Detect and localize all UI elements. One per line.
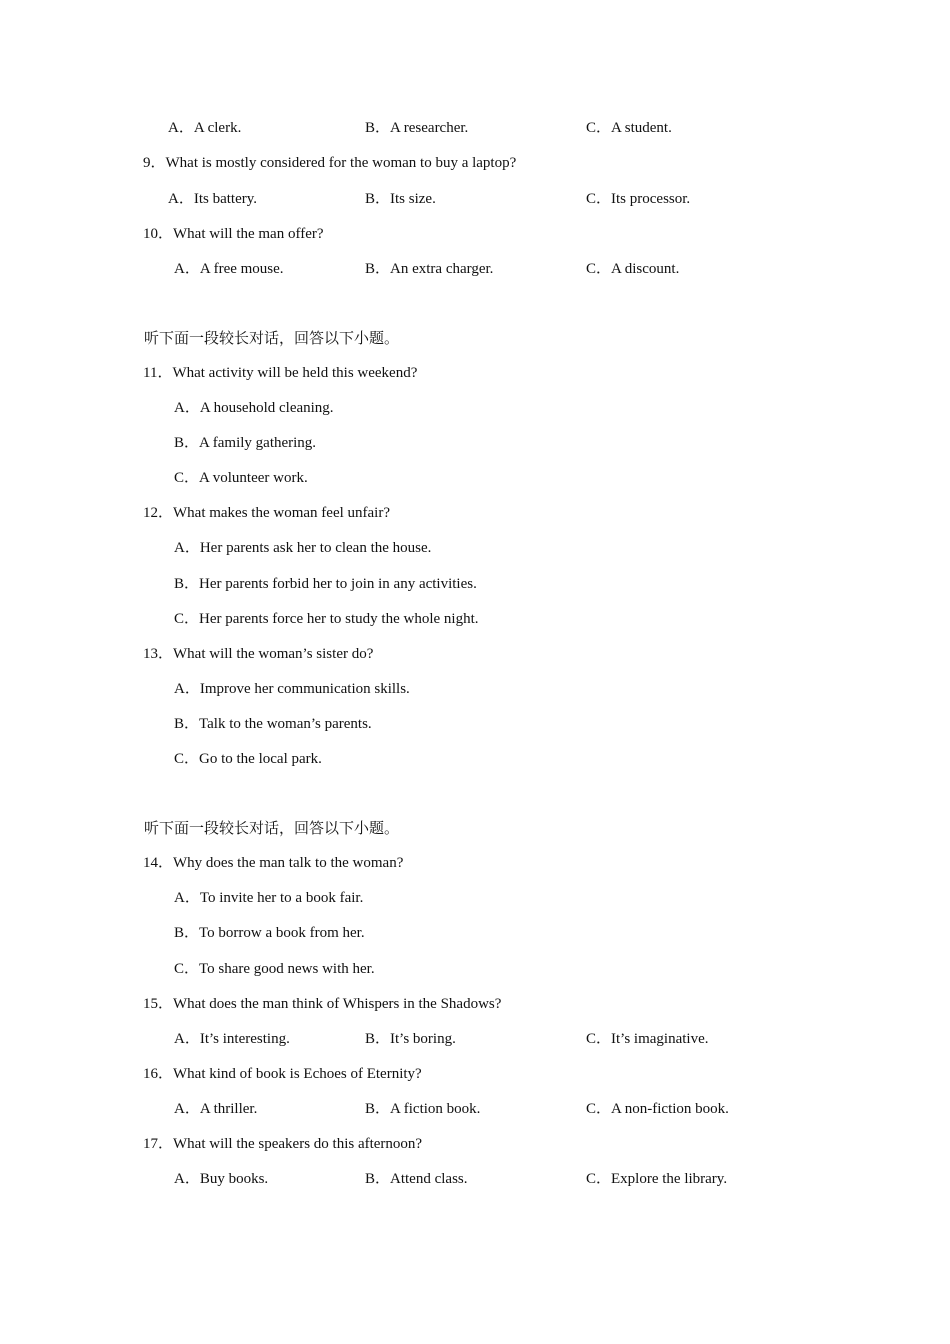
q12-stem <box>0 502 950 524</box>
q11-option-c-row <box>0 467 950 489</box>
section-instruction: 听下面一段较长对话，回答以下小题。 <box>144 331 400 347</box>
q12-text: 12．What makes the woman feel unfair? <box>143 505 390 521</box>
q14-option-a: A．To invite her to a book fair. <box>174 890 364 906</box>
q8-option-c: C．A student. <box>586 120 672 136</box>
q16-option-b: B．A fiction book. <box>365 1101 481 1117</box>
q10-stem <box>0 223 950 245</box>
q14-option-b-row <box>0 922 950 944</box>
q11-option-b: B．A family gathering. <box>174 435 317 451</box>
q14-text: 14．Why does the man talk to the woman? <box>143 855 404 871</box>
q14-option-b: B．To borrow a book from her. <box>174 925 365 941</box>
q10-option-c: C．A discount. <box>586 261 680 277</box>
q15-option-b: B．It’s boring. <box>365 1031 456 1047</box>
q12-option-c: C．Her parents force her to study the whole night. <box>174 611 479 627</box>
q9-option-b: B．Its size. <box>365 191 436 207</box>
q13-stem <box>0 643 950 665</box>
q11-option-b-row <box>0 432 950 454</box>
q11-option-a-row <box>0 397 950 419</box>
q11-stem <box>0 362 950 384</box>
q10-text: 10．What will the man offer? <box>143 226 324 242</box>
q15-option-a: A．It’s interesting. <box>174 1031 290 1047</box>
q13-option-c: C．Go to the local park. <box>174 751 322 767</box>
q17-option-b: B．Attend class. <box>365 1171 468 1187</box>
q12-option-b-row <box>0 573 950 595</box>
q17-option-a: A．Buy books. <box>174 1171 269 1187</box>
q13-option-b-row <box>0 713 950 735</box>
q9-option-c: C．Its processor. <box>586 191 691 207</box>
q15-stem <box>0 993 950 1015</box>
q11-option-a: A．A household cleaning. <box>174 400 334 416</box>
q16-option-c: C．A non-fiction book. <box>586 1101 729 1117</box>
q12-option-c-row <box>0 608 950 630</box>
q11-option-c: C．A volunteer work. <box>174 470 308 486</box>
section-heading-2 <box>0 818 950 840</box>
q14-stem <box>0 852 950 874</box>
q10-options-row <box>0 258 950 280</box>
section-heading-1 <box>0 328 950 350</box>
q8-option-b: B．A researcher. <box>365 120 469 136</box>
q13-option-a: A．Improve her communication skills. <box>174 681 410 697</box>
q13-option-a-row <box>0 678 950 700</box>
q17-text: 17．What will the speakers do this afternoon? <box>143 1136 423 1152</box>
q15-text: 15．What does the man think of Whispers in the Shadows? <box>143 996 502 1012</box>
section-instruction: 听下面一段较长对话，回答以下小题。 <box>144 821 400 837</box>
q9-options-row <box>0 188 950 210</box>
q8-option-a: A．A clerk. <box>168 120 242 136</box>
q12-option-b: B．Her parents forbid her to join in any activities. <box>174 576 477 592</box>
q13-option-c-row <box>0 748 950 770</box>
q14-option-c: C．To share good news with her. <box>174 961 375 977</box>
q11-text: 11．What activity will be held this weekend? <box>143 365 418 381</box>
q12-option-a-row <box>0 537 950 559</box>
q9-stem <box>0 152 950 174</box>
q17-stem <box>0 1133 950 1155</box>
q16-options-row <box>0 1098 950 1120</box>
q9-text: 9．What is mostly considered for the woman to buy a laptop? <box>143 155 517 171</box>
q16-stem <box>0 1063 950 1085</box>
q16-text: 16．What kind of book is Echoes of Eternity? <box>143 1066 422 1082</box>
q15-options-row <box>0 1028 950 1050</box>
q15-option-c: C．It’s imaginative. <box>586 1031 709 1047</box>
q13-option-b: B．Talk to the woman’s parents. <box>174 716 372 732</box>
q12-option-a: A．Her parents ask her to clean the house. <box>174 540 432 556</box>
q17-options-row <box>0 1168 950 1190</box>
q17-option-c: C．Explore the library. <box>586 1171 728 1187</box>
q13-text: 13．What will the woman’s sister do? <box>143 646 374 662</box>
q10-option-b: B．An extra charger. <box>365 261 494 277</box>
q14-option-c-row <box>0 958 950 980</box>
q14-option-a-row <box>0 887 950 909</box>
q10-option-a: A．A free mouse. <box>174 261 284 277</box>
q9-option-a: A．Its battery. <box>168 191 258 207</box>
q16-option-a: A．A thriller. <box>174 1101 258 1117</box>
q8-options-row <box>0 117 950 139</box>
